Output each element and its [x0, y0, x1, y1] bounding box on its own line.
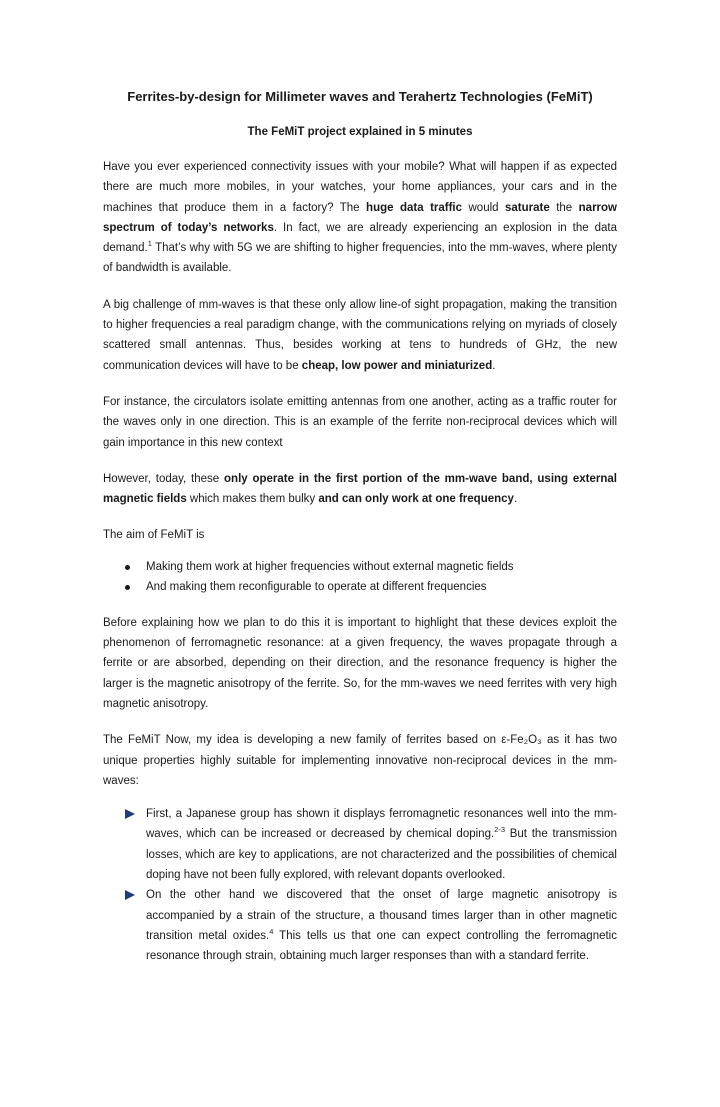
bold-text: saturate	[505, 201, 550, 214]
bullet-dot-icon	[125, 585, 130, 590]
text-run: .	[492, 359, 496, 372]
bold-text: huge data traffic	[366, 201, 463, 214]
text-run: would	[462, 201, 505, 214]
text-run: . In fact, we are already experiencing an explosion in the data demand.	[103, 221, 617, 255]
bullet-dot-icon	[125, 565, 130, 570]
text-run: Have you ever experienced connectivity issues with your mobile? What will happen if as expected there are much more mobiles, in your watches, your home appliances, your cars and in the machines that produce them in a factory? The	[103, 161, 617, 214]
text-run: However, today, these	[103, 472, 225, 485]
text-run: But the transmission losses, which are key to applications, are not characterized and the possibilities of chemical doping have not been fully explored, with relevant dopants overlooked.	[146, 828, 617, 882]
list-item	[125, 804, 617, 885]
paragraph-limitations	[103, 469, 617, 510]
bold-text: only operate in the first portion of the mm-wave band, using external magnetic fields	[103, 472, 617, 506]
document-page	[0, 88, 720, 1107]
list-item	[125, 885, 617, 966]
list-item-text: Making them work at higher frequencies without external magnetic fields	[146, 560, 514, 573]
aim-bullet-list	[103, 557, 617, 597]
text-run: .	[513, 493, 518, 506]
document-title: Ferrites-by-design for Millimeter waves and Terahertz Technologies (FeMiT)	[127, 89, 593, 104]
paragraph-challenge	[103, 295, 617, 376]
text-run: That’s why with 5G we are shifting to higher frequencies, into the mm-waves, where plenty of bandwidth is available.	[103, 242, 617, 275]
footnote-ref: 2-3	[494, 825, 505, 835]
text-run: which makes them bulky	[186, 493, 319, 506]
list-item	[125, 577, 617, 597]
text-run: A big challenge of mm-waves is that these only allow line-of sight propagation, making the transition to higher frequencies a real paradigm change, with the communications relying on myriads of closely scattered small antennas. Thus, besides working at tens to hundreds of GHz, the new communication devices will have to be	[103, 298, 617, 372]
paragraph-idea: The FeMiT Now, my idea is developing a new family of ferrites based on ε-Fe₂O₃ as it has two unique properties highly suitable for implementing innovative non-reciprocal devices in the mm-waves:	[103, 734, 617, 787]
text-run: the	[549, 201, 579, 214]
text-run: This tells us that one can expect controlling the ferromagnetic resonance through strain, obtaining much larger responses than with a standard ferrite.	[146, 929, 617, 963]
arrow-bullet-icon	[125, 890, 135, 900]
paragraph-aim: The aim of FeMiT is	[103, 529, 205, 542]
text-run: On the other hand we discovered that the onset of large magnetic anisotropy is accompanied by a strain of the structure, a thousand times larger than in other magnetic transition metal oxides.	[146, 889, 617, 942]
paragraph-resonance: Before explaining how we plan to do this it is important to highlight that these devices exploit the phenomenon of ferromagnetic resonance: at a given frequency, the waves propagate through a ferrite or are absorbed, depending on their direction, and the resonance frequency is higher the larger is the magnetic anisotropy of the ferrite. So, for the mm-waves we need ferrites with very high magnetic anisotropy.	[103, 616, 617, 710]
bold-text: and can only work at one frequency	[318, 493, 514, 506]
document-subtitle: The FeMiT project explained in 5 minutes	[247, 126, 473, 138]
list-item-text: And making them reconfigurable to operate at different frequencies	[146, 580, 487, 593]
bold-text: narrow spectrum of today’s networks	[103, 201, 617, 234]
footnote-ref: 4	[269, 926, 274, 936]
text-run: First, a Japanese group has shown it displays ferromagnetic resonances well into the mm-waves, which can be increased or decreased by chemical doping.	[146, 808, 617, 841]
paragraph-circulators: For instance, the circulators isolate emitting antennas from one another, acting as a traffic router for the waves only in one direction. This is an example of the ferrite non-reciprocal devices which will gain importance in this new context	[103, 395, 617, 449]
arrow-bullet-icon	[125, 809, 135, 819]
properties-arrow-list	[103, 804, 617, 966]
footnote-ref: 1	[147, 239, 152, 249]
list-item	[125, 557, 617, 577]
bold-text: cheap, low power and miniaturized	[301, 359, 493, 372]
paragraph-intro	[103, 157, 617, 279]
